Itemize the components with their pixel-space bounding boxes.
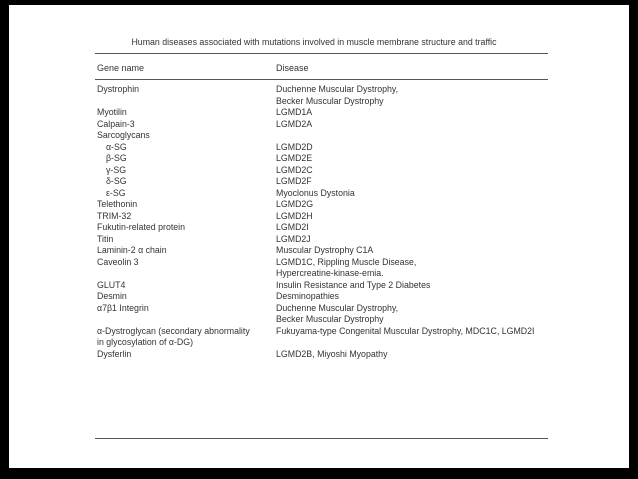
- disease-cell: LGMD2G: [276, 199, 314, 209]
- disease-cell: [276, 130, 548, 142]
- bottom-rule: [95, 438, 548, 439]
- gene-cell: ε-SG: [106, 187, 126, 198]
- gene-cell: Dysferlin: [97, 348, 132, 359]
- gene-name-header: Gene name: [97, 63, 145, 73]
- gene-cell: Myotilin: [97, 107, 127, 117]
- disease-cell: Duchenne Muscular Dystrophy, Becker Muscular Dystrophy: [276, 302, 399, 324]
- table-row: [97, 234, 548, 246]
- gene-cell: δ-SG: [106, 176, 127, 186]
- top-rule: [95, 53, 548, 54]
- table-row: [97, 257, 548, 280]
- disease-header: Disease: [276, 63, 309, 73]
- table-row: [97, 291, 548, 303]
- table-row: [97, 165, 548, 177]
- gene-cell: Titin: [97, 233, 114, 244]
- disease-cell: LGMD2D: [276, 141, 313, 152]
- disease-cell: LGMD2F: [276, 176, 312, 186]
- table-row: [97, 176, 548, 188]
- table-row: [97, 280, 548, 292]
- disease-cell: LGMD1C, Rippling Muscle Disease, Hypercreatine-kinase-emia.: [276, 256, 417, 278]
- table-row: [97, 130, 548, 142]
- table-row: [97, 188, 548, 200]
- disease-cell: LGMD2A: [276, 118, 313, 129]
- gene-cell: Desmin: [97, 291, 127, 301]
- gene-cell: Fukutin-related protein: [97, 222, 186, 232]
- disease-cell: LGMD2I: [276, 222, 309, 232]
- gene-cell: α7β1 Integrin: [97, 302, 149, 313]
- table-row: [97, 84, 548, 107]
- table-row: [97, 245, 548, 257]
- gene-cell: Caveolin 3: [97, 256, 139, 267]
- table-row: [97, 199, 548, 211]
- disease-cell: Myoclonus Dystonia: [276, 187, 355, 198]
- disease-cell: Muscular Dystrophy C1A: [276, 245, 374, 255]
- table-row: [97, 119, 548, 131]
- table-row: [97, 107, 548, 119]
- gene-cell: α-SG: [106, 141, 127, 152]
- table-row: [97, 326, 548, 349]
- disease-cell: LGMD2B, Miyoshi Myopathy: [276, 348, 388, 359]
- gene-cell: α-Dystroglycan (secondary abnormality in glycosylation of α-DG): [97, 325, 250, 347]
- gene-cell: β-SG: [106, 153, 127, 163]
- slide: [9, 5, 629, 468]
- gene-cell: Sarcoglycans: [97, 130, 150, 140]
- disease-cell: LGMD2E: [276, 153, 313, 163]
- disease-cell: LGMD2H: [276, 210, 313, 221]
- disease-cell: LGMD2C: [276, 164, 313, 175]
- table-title: Human diseases associated with mutations involved in muscle membrane structure and traffic: [131, 37, 497, 47]
- gene-cell: Laminin-2 α chain: [97, 245, 167, 255]
- gene-cell: Telethonin: [97, 199, 138, 209]
- disease-cell: Insulin Resistance and Type 2 Diabetes: [276, 279, 431, 290]
- table-row: [97, 222, 548, 234]
- disease-cell: Desminopathies: [276, 291, 340, 301]
- gene-cell: Dystrophin: [97, 84, 140, 94]
- disease-cell: LGMD1A: [276, 107, 313, 117]
- table-row: [97, 142, 548, 154]
- header-rule: [95, 79, 548, 80]
- gene-cell: GLUT4: [97, 279, 126, 290]
- table-row: [97, 153, 548, 165]
- table-row: [97, 303, 548, 326]
- table-row: [97, 349, 548, 361]
- gene-cell: Calpain-3: [97, 118, 135, 129]
- disease-cell: Duchenne Muscular Dystrophy, Becker Muscular Dystrophy: [276, 84, 399, 106]
- disease-cell: Fukuyama-type Congenital Muscular Dystrophy, MDC1C, LGMD2I: [276, 325, 535, 336]
- gene-cell: TRIM-32: [97, 210, 132, 221]
- table-body: [97, 84, 548, 360]
- table-row: [97, 211, 548, 223]
- gene-cell: γ-SG: [106, 164, 127, 175]
- disease-cell: LGMD2J: [276, 233, 311, 244]
